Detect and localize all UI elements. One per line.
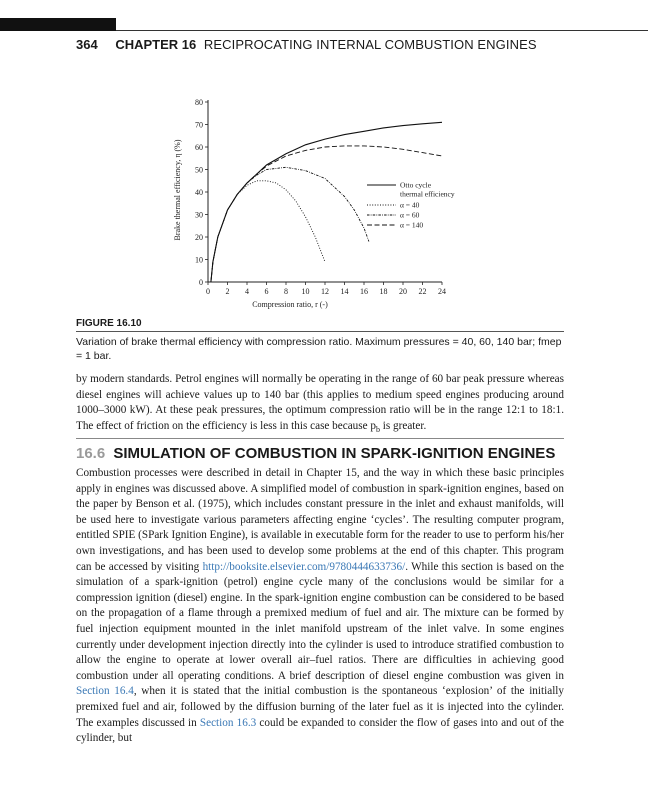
- x-tick-label: 16: [360, 287, 368, 296]
- paragraph-2-text-d: could be expanded to consider the flow of gases into and out of the cylinder, but: [76, 716, 565, 745]
- paragraph-1-text: by modern standards. Petrol engines will normally be operating in the range of 60 bar peak pressure whereas diesel engines will achieve values up to 140 bar (this applies to medium speed engines producing around 1000–3000 kW). At these peak pressures, the optimum compression ratio will be in the range 12:1 to 18:1. The effect of friction on the efficiency is less in this case because p: [76, 373, 564, 432]
- section-16-4-link[interactable]: Section 16.4: [76, 685, 134, 698]
- paragraph-2-text-a: Combustion processes were described in detail in Chapter 15, and the way in which these basic principles apply in engines was discussed above. A simplified model of combustion in spark-ignition engines, based on the paper by Benson et al. (1975), which includes constant pressure in the inlet and exhaust manifolds, will be used here to investigate various parameters affecting engine ‘cycles’. The resulting computer program, entitled SPIE (SPark Ignition Engine), is available in executable form for the reader to use to perform his/her own investigations, and has been used to develop some problems at the end of this chapter. This program can be accessed by visiting: [76, 467, 564, 573]
- paragraph-2: [76, 466, 564, 747]
- x-axis-label: Compression ratio, r (-): [252, 300, 328, 309]
- series-line-1: [211, 181, 325, 282]
- x-tick-label: 4: [245, 287, 249, 296]
- y-tick-label: 60: [195, 143, 203, 152]
- y-tick-label: 80: [195, 98, 203, 107]
- chapter-title: RECIPROCATING INTERNAL COMBUSTION ENGINES: [203, 37, 537, 52]
- figure-caption: Variation of brake thermal efficiency with compression ratio. Maximum pressures = 40, 60, 140 bar; fmep = 1 bar.: [76, 336, 562, 362]
- chart-legend: [367, 181, 455, 230]
- y-tick-label: 10: [195, 255, 203, 265]
- y-tick-label: 70: [195, 120, 203, 130]
- y-axis-label: Brake thermal efficiency, η (%): [173, 139, 182, 241]
- running-head: [76, 37, 537, 52]
- paragraph-2-text-b: . While this section is based on the simulation of a spark-ignition (petrol) engine cycle many of the conclusions would be similar for a compression ignition (diesel) engine. In the spark-ignition engine combustion can be considered to be based on the propagation of a flame through a premixed medium of fuel and air. The mixture can be formed by fuel injection equipment mounted in the inlet manifold upstream of the inlet valve. In some engines currently under development injection directly into the cylinder is used to introduce stratified combustion to allow the engine to operate at lower overall air–fuel ratios. There are difficulties in achieving good combustion under all operating conditions. A brief description of diesel engine combustion was given in: [76, 560, 565, 682]
- section-16-3-link[interactable]: Section 16.3: [199, 716, 257, 729]
- y-tick-label: 30: [195, 210, 203, 220]
- paragraph-2-text-c: , when it is stated that the initial combustion is the spontaneous ‘explosion’ of the initially premixed fuel and air, followed by the diffusion burning of the later fuel as it is injected into the cylinder. The examples discussed in: [76, 685, 565, 729]
- legend-label-0: thermal efficiency: [400, 189, 455, 199]
- x-tick-label: 14: [340, 287, 349, 296]
- x-tick-label: 8: [284, 287, 288, 296]
- paragraph-1: [76, 372, 564, 438]
- page-number: 364: [76, 37, 98, 52]
- x-tick-label: 22: [418, 287, 427, 296]
- x-tick-label: 6: [264, 287, 269, 296]
- y-tick-label: 20: [195, 233, 203, 242]
- header-bar-block: [0, 18, 116, 31]
- section-title: SIMULATION OF COMBUSTION IN SPARK-IGNITION ENGINES: [113, 445, 556, 462]
- efficiency-chart: [160, 92, 470, 312]
- section-rule: [76, 438, 564, 439]
- x-tick-label: 20: [399, 287, 407, 296]
- legend-label-2: α = 60: [400, 210, 420, 220]
- series-line-2: [211, 167, 369, 282]
- chapter-label: CHAPTER 16: [115, 37, 197, 52]
- header-rule: [116, 30, 648, 31]
- y-tick-label: 50: [195, 165, 203, 175]
- section-heading: [76, 445, 555, 462]
- booksite-link[interactable]: http://booksite.elsevier.com/9780444633736/: [202, 560, 406, 573]
- y-tick-label: 40: [195, 188, 203, 197]
- legend-label-3: α = 140: [400, 220, 424, 230]
- pressure-subscript: b: [375, 425, 380, 435]
- figure-label: FIGURE 16.10: [76, 318, 142, 329]
- header-bar: [0, 18, 648, 32]
- y-tick-label: 0: [199, 278, 203, 287]
- section-number: 16.6: [76, 445, 106, 462]
- x-tick-label: 10: [301, 287, 310, 296]
- x-tick-label: 0: [206, 287, 210, 296]
- x-tick-label: 18: [379, 287, 388, 296]
- legend-label-0: Otto cycle: [400, 180, 432, 190]
- x-tick-label: 12: [321, 287, 329, 296]
- x-tick-label: 2: [225, 287, 230, 296]
- x-tick-label: 24: [438, 287, 446, 296]
- paragraph-1-end: is greater.: [379, 419, 427, 432]
- legend-label-1: α = 40: [400, 200, 420, 210]
- figure-rule: [76, 331, 564, 332]
